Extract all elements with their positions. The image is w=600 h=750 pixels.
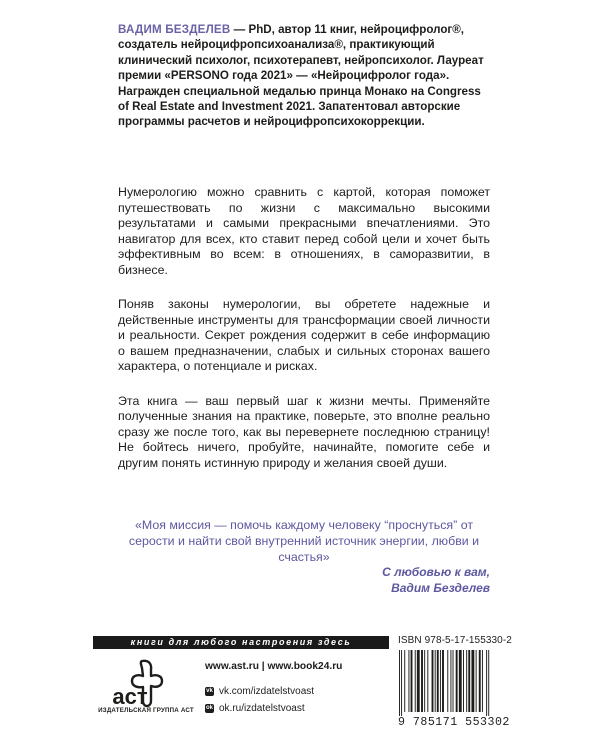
barcode-bar: [482, 650, 483, 712]
vk-link[interactable]: [205, 684, 385, 698]
barcode-bar: [435, 650, 436, 712]
barcode-bar: [468, 650, 470, 712]
barcode-bar: [437, 650, 439, 712]
tagline-bar: книги для любого настроения здесь: [93, 636, 389, 649]
barcode-bar: [404, 650, 405, 712]
paragraph-1: Нумерологию можно сравнить с картой, которая поможет путешествовать по жизни с максимально высокими результатами и самыми прекрасными впечатлениями. Это навигатор для всех, кто ставит перед собой цели и хочет быть эффективным во всем: в отношениях, в саморазвитии, в бизнесе.: [118, 185, 490, 277]
barcode-bar: [411, 650, 413, 712]
barcode-bar: [479, 650, 481, 712]
barcode-bar: [450, 650, 451, 712]
barcode-bar: [453, 650, 454, 712]
barcode-bar: [440, 650, 441, 712]
ast-logo-text: аст: [112, 684, 148, 709]
barcode-bar: [427, 650, 428, 712]
barcode-bar: [488, 650, 489, 716]
ok-link-text: ok.ru/izdatelstvoast: [219, 702, 305, 714]
barcode-bar: [466, 650, 467, 712]
barcode-bar: [399, 650, 400, 716]
barcode-bar: [463, 650, 464, 712]
ok-link[interactable]: [205, 701, 385, 715]
publisher-links: [205, 660, 385, 718]
barcode-bar: [459, 650, 462, 712]
signature-line-2: Вадим Безделев: [391, 580, 490, 595]
vk-link-text: vk.com/izdatelstvoast: [219, 685, 315, 697]
barcode-bar: [421, 650, 423, 712]
barcode-bar: [476, 650, 477, 712]
paragraph-2: Поняв законы нумерологии, вы обретете надежные и действенные инструменты для трансформации своей личности и реальности. Секрет рождения содержит в себе информацию о вашем предназначении, слабых и сильных сторонах вашего характера, о потенциале и рисках.: [118, 297, 490, 373]
barcode-bar: [408, 650, 409, 712]
signature-line-1: С любовью к вам,: [382, 565, 490, 579]
barcode-bar: [401, 650, 402, 716]
barcode-bar: [424, 650, 425, 712]
barcode-bar: [486, 650, 487, 716]
barcode-bar: [447, 650, 448, 712]
barcode-bar: [415, 650, 416, 712]
barcode-bar: [417, 650, 420, 712]
paragraph-3: Эта книга — ваш первый шаг к жизни мечты. Применяйте полученные знания на практике, поверьте, это вполне реально сразу же после того, как вы перевернете последнюю страницу! Не бойтесь ничего, пробуйте, начинайте, помогите себе и другим понять истинную природу и желания своей души.: [118, 393, 490, 470]
barcode-bar: [432, 650, 434, 712]
barcode-bar: [471, 650, 474, 712]
barcode-bar: [442, 650, 444, 712]
isbn: ISBN 978-5-17-155330-2: [398, 635, 512, 646]
barcode-digits: 9 785171 553302: [398, 716, 510, 729]
author-quote: «Моя миссия — помочь каждому человеку “проснуться” от серости и найти свой внутренний источник энергии, любви и счастья»: [128, 518, 480, 564]
signature: [190, 565, 490, 596]
barcode-bar: [456, 650, 458, 712]
ok-icon: ok: [205, 704, 213, 711]
publisher-caption: ИЗДАТЕЛЬСКАЯ ГРУППА АСТ: [98, 707, 194, 714]
websites[interactable]: www.ast.ru | www.book24.ru: [205, 661, 343, 672]
description: [118, 185, 490, 490]
author-bio-text: — PhD, автор 11 книг, нейроцифролог®, создатель нейроцифропсихоанализа®, практикующий клинический психолог, психотерапевт, нейропсихолог. Лауреат премии «PERSONO года 2021» — «Нейроцифролог года». Награжден специальной медалью принца Монако на Congress of Real Estate and Investment 2021. Запатентовал авторские программы расчетов и нейроцифропсихокоррекции.: [118, 23, 484, 129]
vk-icon: vk: [206, 687, 213, 694]
author-bio: [118, 22, 490, 130]
author-name: ВАДИМ БЕЗДЕЛЕВ: [118, 23, 231, 36]
barcode: [398, 650, 510, 716]
